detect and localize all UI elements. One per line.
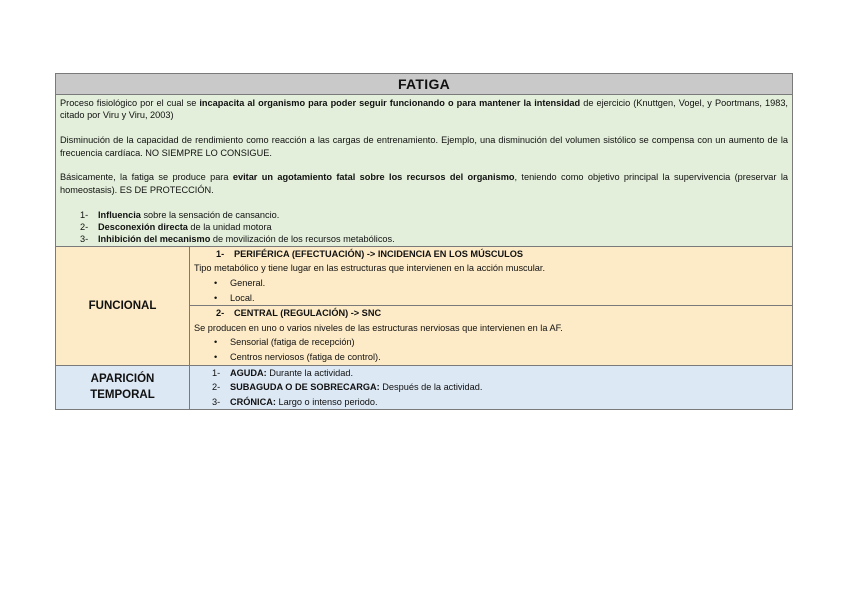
- temporal-label-line2: TEMPORAL: [90, 389, 155, 402]
- list-item-text: Después de la actividad.: [379, 382, 483, 393]
- bullet-text: General.: [230, 278, 266, 289]
- bullet-icon: •: [214, 278, 218, 289]
- list-item: [60, 221, 788, 233]
- bullet-text: Centros nerviosos (fatiga de control).: [230, 351, 381, 362]
- list-number: 2-: [80, 222, 89, 233]
- list-item-text: Durante la actividad.: [266, 367, 354, 378]
- list-item-text: Largo o intenso periodo.: [275, 396, 378, 407]
- list-item-bold: Desconexión directa: [98, 222, 188, 233]
- bullet-icon: •: [214, 337, 218, 348]
- central-bullet-list: [194, 335, 788, 364]
- funcional-body: [190, 247, 792, 365]
- list-number: 2-: [216, 308, 225, 319]
- central-heading: [194, 306, 788, 321]
- list-number: 1-: [80, 209, 89, 220]
- bullet-text: Local.: [230, 292, 255, 303]
- list-item: [194, 350, 788, 365]
- central-subsection: [190, 305, 792, 364]
- fatiga-table: [55, 73, 793, 410]
- list-item-text: de movilización de los recursos metabólicos.: [210, 234, 395, 245]
- temporal-section: [56, 366, 792, 410]
- list-number: 1-: [216, 248, 225, 259]
- mechanism-list: [60, 209, 788, 246]
- definition-paragraph: [60, 97, 788, 122]
- list-item: [194, 395, 788, 410]
- bullet-text: Sensorial (fatiga de recepción): [230, 337, 355, 348]
- temporal-label-line1: APARICIÓN: [90, 373, 155, 386]
- central-description: Se producen en uno o varios niveles de las estructuras nerviosas que intervienen en la AF.: [194, 322, 563, 333]
- list-item: [194, 335, 788, 350]
- definition-citation: de ejercicio (Knuttgen, Vogel, y Poortmans, 1983, citado por Viru y Viru, 2003): [60, 98, 788, 121]
- definition-emphasis: incapacita al organismo para poder seguir funcionando o para mantener la intensidad: [199, 98, 581, 108]
- list-item: [194, 276, 788, 291]
- performance-paragraph: Disminución de la capacidad de rendimiento como reacción a las cargas de entrenamiento. Ejemplo, una disminución del volumen sistólico se compensa con un aumento de la frecuencia cardíaca. NO SIEMPRE LO CONSIGUE.: [60, 135, 788, 158]
- peripheral-description: Tipo metabólico y tiene lugar en las estructuras que intervienen en la acción muscular.: [194, 263, 546, 274]
- list-item: [60, 209, 788, 221]
- list-item-bold: CRÓNICA:: [230, 396, 276, 407]
- table-title: FATIGA: [56, 74, 792, 95]
- list-item-bold: AGUDA:: [230, 367, 267, 378]
- protection-paragraph: [60, 171, 788, 196]
- list-item: [194, 291, 788, 306]
- protection-emphasis: evitar un agotamiento fatal sobre los recursos del organismo: [232, 172, 515, 183]
- list-item-bold: SUBAGUDA O DE SOBRECARGA:: [230, 382, 380, 393]
- definition-text-start: Proceso fisiológico por el cual se: [60, 98, 200, 108]
- list-item-bold: Influencia: [98, 209, 141, 220]
- peripheral-bullet-list: [194, 276, 788, 305]
- temporal-body: [190, 366, 792, 410]
- intro-section: [56, 95, 792, 247]
- list-number: 3-: [80, 234, 89, 245]
- list-item-text: sobre la sensación de cansancio.: [140, 209, 280, 220]
- protection-text-start: Básicamente, la fatiga se produce para: [60, 172, 233, 183]
- list-number: 3-: [212, 396, 221, 407]
- central-heading-text: CENTRAL (REGULACIÓN) -> SNC: [234, 308, 382, 319]
- peripheral-subsection: [190, 247, 792, 305]
- list-number: 1-: [212, 367, 221, 378]
- list-item: [194, 380, 788, 395]
- bullet-icon: •: [214, 351, 218, 362]
- funcional-label: FUNCIONAL: [56, 247, 190, 365]
- list-item-bold: Inhibición del mecanismo: [98, 234, 211, 245]
- peripheral-heading-text: PERIFÉRICA (EFECTUACIÓN) -> INCIDENCIA EN LOS MÚSCULOS: [234, 248, 523, 259]
- bullet-icon: •: [214, 292, 218, 303]
- list-number: 2-: [212, 382, 221, 393]
- list-item: [60, 233, 788, 245]
- funcional-section: [56, 247, 792, 366]
- temporal-label: [56, 366, 190, 410]
- protection-text-end: , teniendo como objetivo principal la supervivencia (preservar la homeostasis). ES DE PROTECCIÓN.: [60, 172, 788, 195]
- list-item-text: de la unidad motora: [187, 222, 272, 233]
- peripheral-heading: [194, 247, 788, 262]
- list-item: [194, 366, 788, 381]
